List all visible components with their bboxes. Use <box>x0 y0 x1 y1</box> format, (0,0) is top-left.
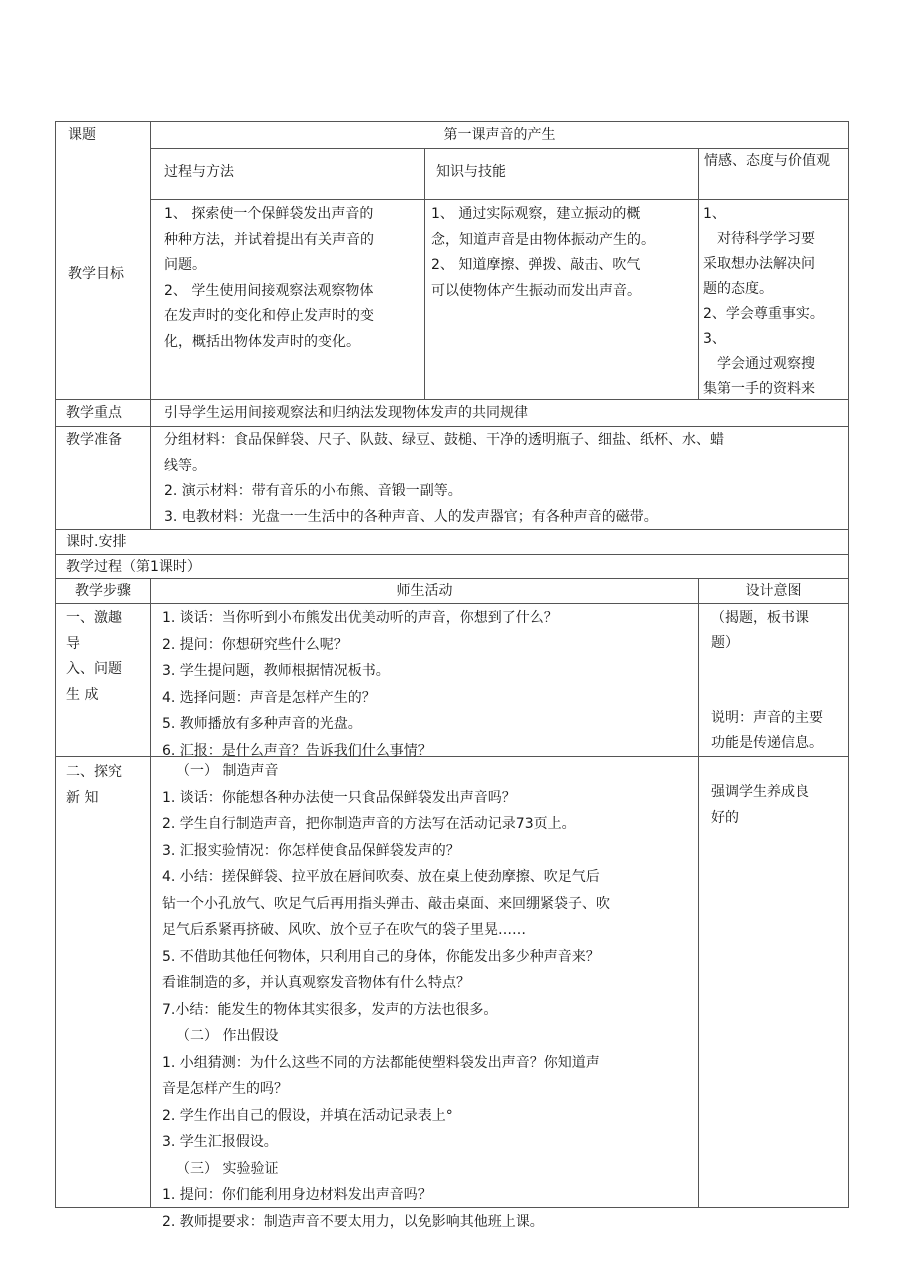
schedule-label: 课时.安排 <box>66 534 127 550</box>
activity-line: 1. 谈话：你能想各种办法使一只食品保鲜袋发出声音吗？ <box>162 789 516 806</box>
design-line: 好的 <box>711 810 739 826</box>
emotion-line: 对待科学学习要 <box>703 231 815 247</box>
process-line: 化，概括出物体发声时的变化。 <box>164 333 360 350</box>
activity-line: 4. 选择问题：声音是怎样产生的？ <box>162 689 376 706</box>
activity-line: 3. 学生汇报假设。 <box>162 1134 278 1150</box>
col-emotion-header: 情感、态度与价值观 <box>704 153 830 169</box>
focus-text: 引导学生运用间接观察法和归纳法发现物体发声的共同规律 <box>164 405 528 421</box>
process-line: 1、 探索使一个保鲜袋发出声音的 <box>164 206 374 222</box>
activity-line: （一） 制造声音 <box>176 763 279 779</box>
activity-line: 6. 汇报：是什么声音？告诉我们什么事情？ <box>162 742 432 759</box>
emotion-line: 题的态度。 <box>703 281 773 297</box>
step2-label <box>66 759 150 819</box>
col-process-header: 过程与方法 <box>164 164 234 180</box>
knowledge-line: 可以使物体产生振动而发出声音。 <box>431 282 641 299</box>
step1-activities <box>162 605 696 759</box>
activity-line: 足气后系紧再挤破、风吹、放个豆子在吹气的袋子里晃…… <box>162 922 526 938</box>
step-label-line: 新 知 <box>66 790 99 806</box>
emotion-line: 采取想办法解决问 <box>703 256 815 272</box>
lesson-title: 第一课声音的产生 <box>443 127 556 143</box>
step-label-line: 二、探究 <box>66 764 122 780</box>
prep-line: 2. 演示材料：带有音乐的小布熊、音锻一副等。 <box>164 483 462 499</box>
activity-line: 5. 不借助其他任何物体，只利用自己的身体，你能发出多少种声音来？ <box>162 948 600 965</box>
knowledge-line: 念，知道声音是由物体振动产生的。 <box>431 231 655 248</box>
step1-label <box>66 606 150 706</box>
design-line: （揭题，板书课 <box>711 610 809 626</box>
step-label-line: 一、激趣 <box>66 610 122 626</box>
prep-line: 分组材料：食品保鲜袋、尺子、队鼓、绿豆、鼓槌、干净的透明瓶子、细盐、纸杯、水、蜡 <box>164 432 724 448</box>
prep-label: 教学准备 <box>66 432 122 448</box>
step2-design <box>711 779 847 839</box>
emotion-line: 集第一手的资料来 <box>703 381 815 397</box>
focus-label: 教学重点 <box>66 405 122 421</box>
emotion-line: 2、学会尊重事实。 <box>703 306 824 322</box>
knowledge-line: 2、 知道摩擦、弹拨、敲击、吹气 <box>431 257 641 273</box>
emotion-objectives <box>703 202 846 398</box>
process-objectives <box>164 202 422 398</box>
activity-line: 2. 提问：你想研究些什么呢？ <box>162 636 348 653</box>
step2-activities <box>162 758 696 1230</box>
steps-header-step: 教学步骤 <box>75 583 131 599</box>
header-label: 课题 <box>68 127 96 143</box>
design-line: 说明：声音的主要 <box>711 710 823 726</box>
activity-line: 1. 谈话：当你听到小布熊发出优美动听的声音，你想到了什么？ <box>162 610 558 626</box>
design-line: 题） <box>711 635 739 651</box>
knowledge-objectives <box>431 202 696 398</box>
prep-line: 3. 电教材料：光盘一一生活中的各种声音、人的发声器官；有各种声音的磁带。 <box>164 508 658 525</box>
process-title: 教学过程（第1课时） <box>66 559 201 575</box>
step-label-line: 入、问题 <box>66 661 122 677</box>
process-line: 2、 学生使用间接观察法观察物体 <box>164 282 374 299</box>
activity-line: 2. 学生自行制造声音，把你制造声音的方法写在活动记录73页上。 <box>162 816 576 832</box>
process-line: 在发声时的变化和停止发声时的变 <box>164 308 374 324</box>
emotion-line: 学会通过观察搜 <box>703 356 815 372</box>
step-label-line: 生 成 <box>66 686 99 703</box>
emotion-line: 1、 <box>703 206 726 222</box>
emotion-line: 3、 <box>703 331 726 347</box>
step-label-line: 导 <box>66 635 80 652</box>
col-knowledge-header: 知识与技能 <box>436 164 506 180</box>
activity-line: 2. 学生作出自己的假设，并填在活动记录表上° <box>162 1107 453 1124</box>
activity-line: 5. 教师播放有多种声音的光盘。 <box>162 716 362 732</box>
prep-content <box>164 428 846 528</box>
activity-line: （二） 作出假设 <box>176 1028 279 1044</box>
process-line: 种种方法，并试着提出有关声音的 <box>164 231 374 248</box>
objectives-label: 教学目标 <box>68 266 124 282</box>
steps-header-design: 设计意图 <box>745 583 802 599</box>
step1-design <box>711 606 847 756</box>
activity-line: 1. 提问：你们能利用身边材料发出声音吗？ <box>162 1187 432 1203</box>
activity-line: 1. 小组猜测：为什么这些不同的方法都能使塑料袋发出声音？你知道声 <box>162 1054 600 1071</box>
activity-line: 3. 汇报实验情况：你怎样使食品保鲜袋发声的？ <box>162 842 460 859</box>
activity-line: 音是怎样产生的吗？ <box>162 1081 288 1097</box>
design-line: 强调学生养成良 <box>711 784 809 800</box>
prep-line: 线等。 <box>164 457 206 474</box>
activity-line: 7.小结：能发生的物体其实很多，发声的方法也很多。 <box>162 1001 498 1018</box>
process-line: 问题。 <box>164 257 206 273</box>
activity-line: 2. 教师提要求：制造声音不要太用力，以免影响其他班上课。 <box>162 1213 544 1230</box>
activity-line: 看谁制造的多，并认真观察发音物体有什么特点？ <box>162 975 470 991</box>
design-line <box>711 656 847 681</box>
knowledge-line: 1、 通过实际观察，建立振动的概 <box>431 206 641 222</box>
activity-line: 4. 小结：搓保鲜袋、拉平放在唇间吹奏、放在桌上使劲摩擦、吹足气后 <box>162 869 600 885</box>
activity-line: 3. 学生提问题，教师根据情况板书。 <box>162 663 390 679</box>
steps-header-activity: 师生活动 <box>396 583 453 599</box>
design-line: 功能是传递信息。 <box>711 735 823 751</box>
activity-line: 钻一个小孔放气、吹足气后再用指头弹击、敲击桌面、来回绷紧袋子、吹 <box>162 895 610 912</box>
activity-line: （三） 实验验证 <box>176 1160 279 1177</box>
design-line <box>711 681 847 706</box>
